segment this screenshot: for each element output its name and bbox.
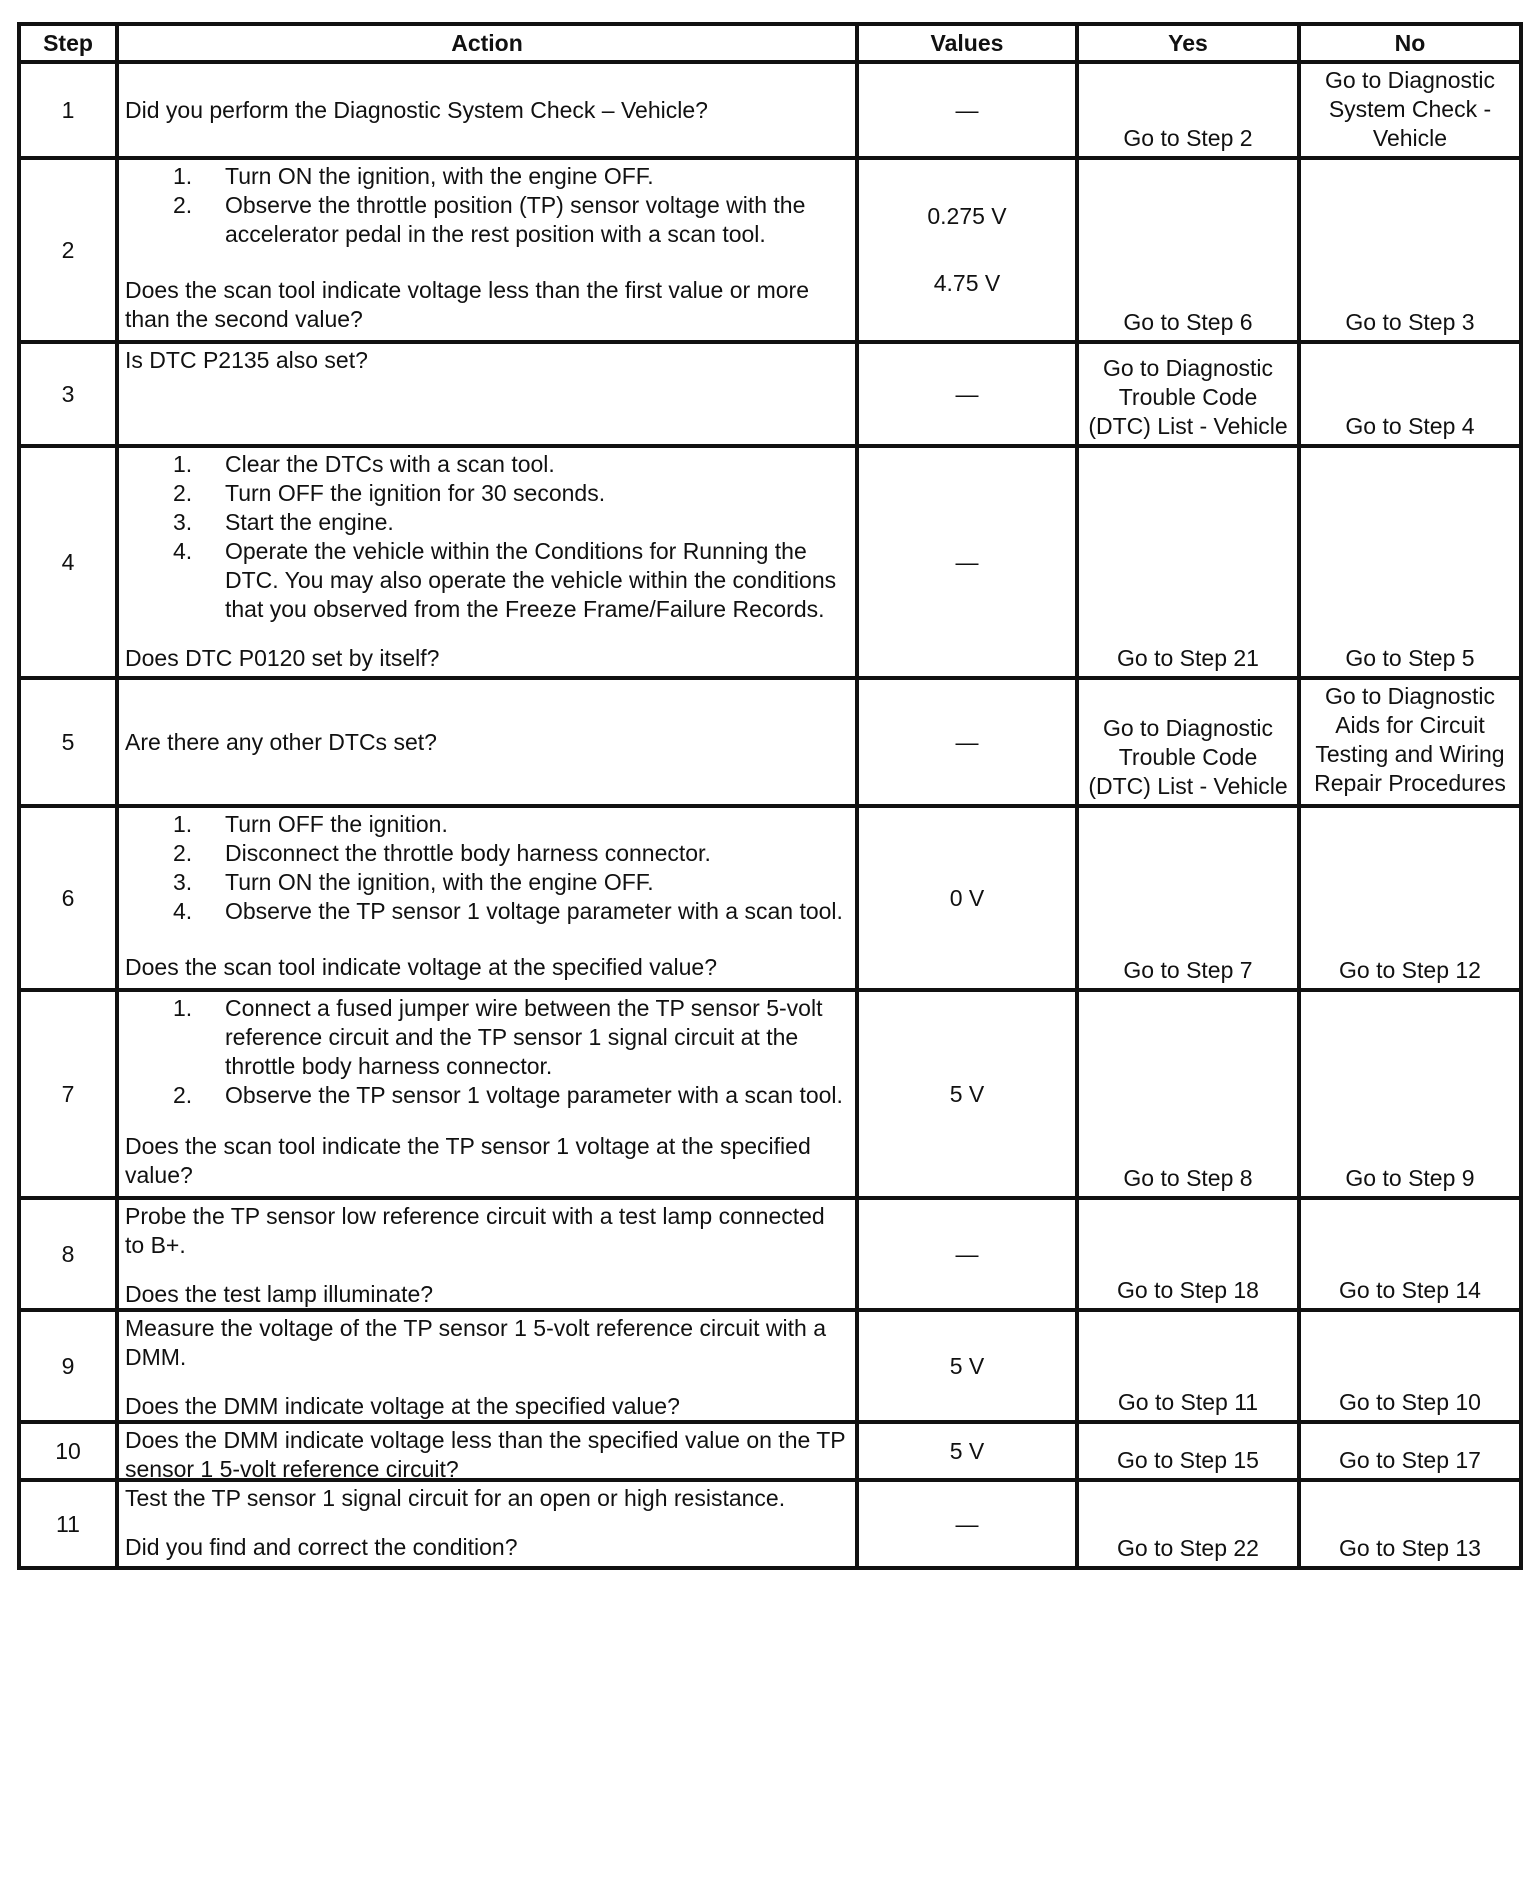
action-cell <box>117 1422 857 1480</box>
action-steps-list <box>125 810 849 926</box>
values-cell <box>857 446 1077 678</box>
yes-action: Go to Step 22 <box>1077 1480 1299 1568</box>
value-item: — <box>955 380 979 407</box>
table-row <box>19 1480 1521 1568</box>
values-cell <box>857 158 1077 342</box>
header-row <box>19 24 1521 62</box>
step-number: 3 <box>19 342 117 446</box>
action-cell <box>117 806 857 990</box>
yes-action: Go to Step 15 <box>1077 1422 1299 1480</box>
action-question: Does the scan tool indicate the TP sensor 1 voltage at the specified value? <box>125 1133 811 1188</box>
table-row <box>19 62 1521 158</box>
action-question: Does the scan tool indicate voltage at the specified value? <box>125 954 717 980</box>
header-step: Step <box>19 24 117 62</box>
values-cell <box>857 342 1077 446</box>
step-number: 4 <box>19 446 117 678</box>
step-number: 7 <box>19 990 117 1198</box>
step-number: 9 <box>19 1310 117 1422</box>
step-number: 6 <box>19 806 117 990</box>
no-action: Go to Step 13 <box>1299 1480 1521 1568</box>
step-number: 2 <box>19 158 117 342</box>
action-step-item: Connect a fused jumper wire between the TP sensor 5-volt reference circuit and the TP sensor 1 signal circuit at the throttle body harness connector. <box>225 995 823 1079</box>
action-cell <box>117 446 857 678</box>
values-cell <box>857 678 1077 806</box>
value-item: 4.75 V <box>933 270 1001 296</box>
table-row <box>19 678 1521 806</box>
action-step-item: Observe the TP sensor 1 voltage parameter with a scan tool. <box>225 1082 843 1108</box>
action-cell <box>117 678 857 806</box>
action-spacer <box>125 1260 849 1280</box>
no-action: Go to Diagnostic Aids for Circuit Testing and Wiring Repair Procedures <box>1299 678 1521 806</box>
table-row <box>19 990 1521 1198</box>
value-item: — <box>955 548 979 575</box>
step-number: 8 <box>19 1198 117 1310</box>
action-step-item: Observe the TP sensor 1 voltage parameter with a scan tool. <box>225 898 843 924</box>
table-row <box>19 1310 1521 1422</box>
action-step-item: Turn ON the ignition, with the engine OFF. <box>225 163 654 189</box>
action-question: Did you perform the Diagnostic System Check – Vehicle? <box>125 96 708 123</box>
action-cell <box>117 1480 857 1568</box>
action-spacer <box>125 1110 849 1132</box>
table-row <box>19 446 1521 678</box>
diagnostic-table <box>17 22 1523 1570</box>
action-intro: Is DTC P2135 also set? <box>125 347 368 373</box>
table-row <box>19 342 1521 446</box>
action-cell <box>117 1198 857 1310</box>
values-cell <box>857 990 1077 1198</box>
no-action: Go to Step 9 <box>1299 990 1521 1198</box>
header-values: Values <box>857 24 1077 62</box>
values-cell <box>857 1480 1077 1568</box>
action-spacer <box>125 926 849 953</box>
action-question: Does the test lamp illuminate? <box>125 1281 434 1307</box>
action-steps-list <box>125 162 849 249</box>
table-row <box>19 158 1521 342</box>
yes-action: Go to Step 8 <box>1077 990 1299 1198</box>
header-no: No <box>1299 24 1521 62</box>
action-cell <box>117 62 857 158</box>
step-number: 11 <box>19 1480 117 1568</box>
no-action: Go to Step 3 <box>1299 158 1521 342</box>
yes-action: Go to Step 2 <box>1077 62 1299 158</box>
no-action: Go to Step 17 <box>1299 1422 1521 1480</box>
no-action: Go to Step 12 <box>1299 806 1521 990</box>
action-cell <box>117 158 857 342</box>
action-question: Does the scan tool indicate voltage less than the first value or more than the second value? <box>125 277 809 332</box>
action-cell <box>117 342 857 446</box>
values-cell <box>857 1310 1077 1422</box>
table-row <box>19 1198 1521 1310</box>
no-action: Go to Step 4 <box>1299 342 1521 446</box>
values-cell <box>857 1198 1077 1310</box>
yes-action: Go to Step 11 <box>1077 1310 1299 1422</box>
action-step-item: Observe the throttle position (TP) sensor voltage with the accelerator pedal in the rest position with a scan tool. <box>225 192 806 247</box>
value-item: 5 V <box>949 1080 985 1107</box>
no-action: Go to Step 14 <box>1299 1198 1521 1310</box>
value-item: 5 V <box>949 1437 985 1464</box>
action-step-item: Clear the DTCs with a scan tool. <box>225 451 555 477</box>
action-step-item: Start the engine. <box>225 509 394 535</box>
value-item: — <box>955 1510 979 1537</box>
action-step-item: Disconnect the throttle body harness connector. <box>225 840 711 866</box>
action-spacer <box>125 1513 849 1533</box>
action-question: Does DTC P0120 set by itself? <box>125 645 440 671</box>
values-cell <box>857 62 1077 158</box>
step-number: 10 <box>19 1422 117 1480</box>
action-step-item: Turn OFF the ignition. <box>225 811 448 837</box>
yes-action: Go to Step 18 <box>1077 1198 1299 1310</box>
action-intro: Probe the TP sensor low reference circuit with a test lamp connected to B+. <box>125 1203 825 1258</box>
no-action: Go to Step 10 <box>1299 1310 1521 1422</box>
diagnostic-table-container <box>17 22 1519 1570</box>
step-number: 5 <box>19 678 117 806</box>
value-item: 5 V <box>949 1352 985 1379</box>
action-cell <box>117 1310 857 1422</box>
action-spacer <box>125 624 849 644</box>
action-question: Are there any other DTCs set? <box>125 728 437 755</box>
action-cell <box>117 990 857 1198</box>
action-question: Did you find and correct the condition? <box>125 1534 518 1560</box>
value-item: 0.275 V <box>927 203 1007 229</box>
action-steps-list <box>125 994 849 1110</box>
action-intro: Does the DMM indicate voltage less than the specified value on the TP sensor 1 5-volt reference circuit? <box>125 1427 846 1482</box>
action-steps-list <box>125 450 849 624</box>
values-cell <box>857 806 1077 990</box>
yes-action: Go to Step 6 <box>1077 158 1299 342</box>
no-action: Go to Step 5 <box>1299 446 1521 678</box>
action-question: Does the DMM indicate voltage at the specified value? <box>125 1393 680 1419</box>
table-row <box>19 1422 1521 1480</box>
yes-action: Go to Diagnostic Trouble Code (DTC) List - Vehicle <box>1077 342 1299 446</box>
action-spacer <box>125 1372 849 1392</box>
value-item: 0 V <box>949 884 985 911</box>
table-body <box>19 62 1521 1568</box>
value-item: — <box>955 96 979 123</box>
no-action: Go to Diagnostic System Check - Vehicle <box>1299 62 1521 158</box>
values-cell <box>857 1422 1077 1480</box>
table-row <box>19 806 1521 990</box>
yes-action: Go to Diagnostic Trouble Code (DTC) List - Vehicle <box>1077 678 1299 806</box>
yes-action: Go to Step 7 <box>1077 806 1299 990</box>
value-item: — <box>955 728 979 755</box>
value-item: — <box>955 1240 979 1267</box>
action-step-item: Turn ON the ignition, with the engine OFF. <box>225 869 654 895</box>
header-yes: Yes <box>1077 24 1299 62</box>
action-intro: Measure the voltage of the TP sensor 1 5-volt reference circuit with a DMM. <box>125 1315 827 1370</box>
header-action: Action <box>117 24 857 62</box>
action-step-item: Turn OFF the ignition for 30 seconds. <box>225 480 606 506</box>
action-spacer <box>125 249 849 276</box>
action-step-item: Operate the vehicle within the Conditions for Running the DTC. You may also operate the vehicle within the conditions that you observed from the Freeze Frame/Failure Records. <box>225 538 837 622</box>
yes-action: Go to Step 21 <box>1077 446 1299 678</box>
action-intro: Test the TP sensor 1 signal circuit for an open or high resistance. <box>125 1485 786 1511</box>
step-number: 1 <box>19 62 117 158</box>
